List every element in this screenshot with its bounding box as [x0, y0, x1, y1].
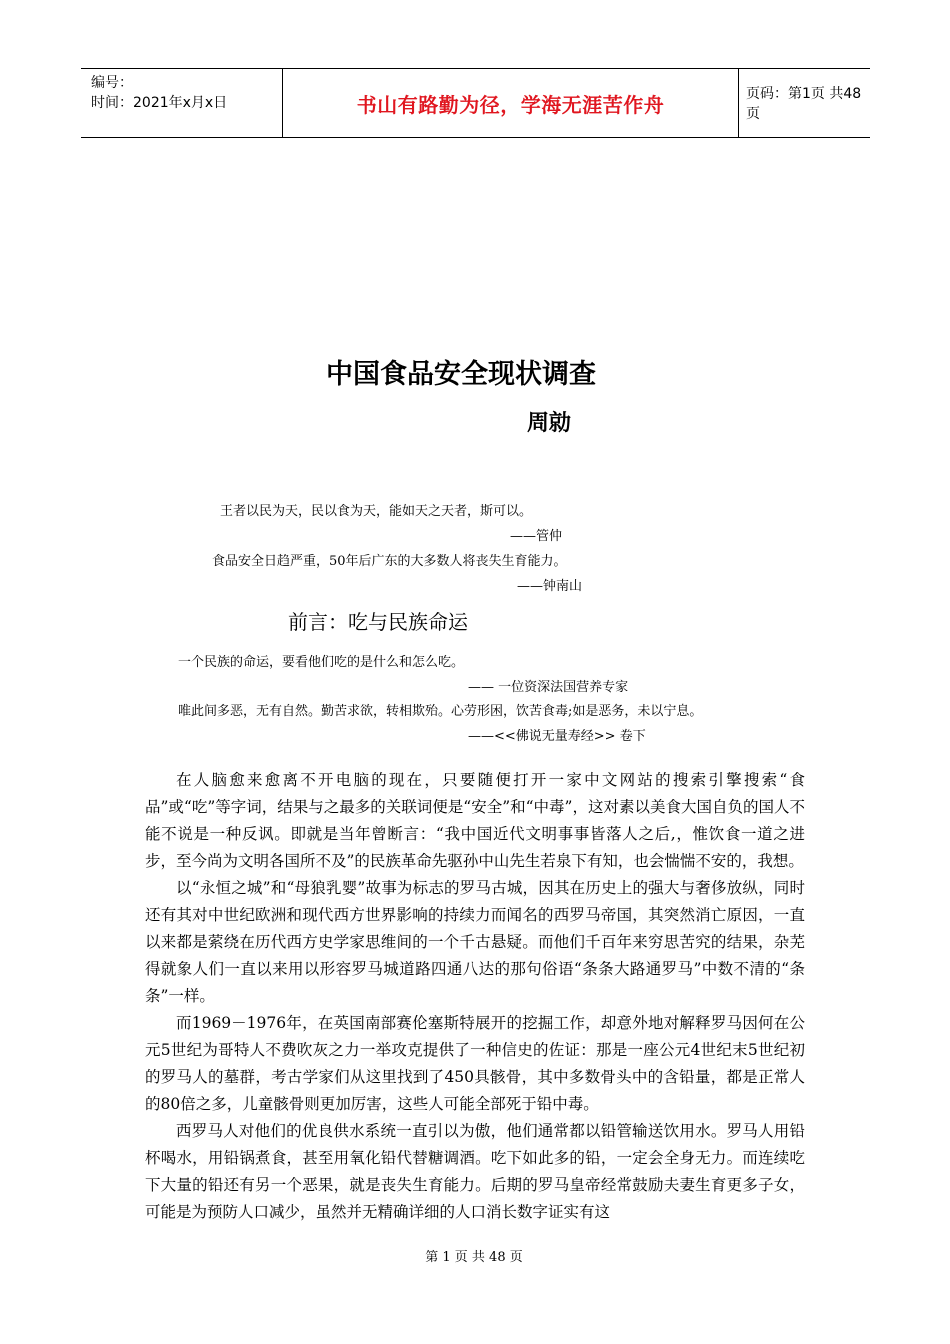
preface-quote-text: 唯此间多恶，无有自然。勤苦求欲，转相欺殆。心劳形困，饮苦食毒;如是恶务，未以宁息。 — [178, 704, 703, 719]
body-text — [145, 767, 805, 1226]
header-page-info: 页码：第1页 共48页 — [746, 86, 862, 122]
document-time-label: 时间：2021年x月x日 — [91, 95, 228, 111]
epigraph-text: 王者以民为天，民以食为天，能如天之天者，斯可以。 — [220, 504, 533, 519]
preface-heading: 前言：吃与民族命运 — [288, 610, 468, 634]
document-title: 中国食品安全现状调查 — [326, 359, 596, 390]
header-meta-cell — [81, 69, 282, 137]
page-footer: 第 1 页 共 48 页 — [425, 1250, 523, 1265]
body-paragraph: 以“永恒之城”和“母狼乳婴”故事为标志的罗马古城，因其在历史上的强大与奢侈放纵，同时还有其对中世纪欧洲和现代西方世界影响的持续力而闻名的西罗马帝国，其突然消亡原因，一直以来都是萦绕在历代西方史学家思维间的一个千古悬疑。而他们千百年来穷思苦究的结果，杂芜得就象人们一直以来用以形容罗马城道路四通八达的那句俗语“条条大路通罗马”中数不清的“条条”一样。 — [145, 879, 805, 1005]
document-author: 周勍 — [527, 411, 572, 436]
epigraph-text: 食品安全日趋严重，50年后广东的大多数人将丧失生育能力。 — [212, 554, 567, 569]
page-header — [81, 68, 870, 138]
header-motto-cell — [282, 69, 739, 137]
header-page-cell — [738, 69, 870, 137]
document-number-label: 编号： — [91, 75, 133, 91]
preface-quote-text: 一个民族的命运，要看他们吃的是什么和怎么吃。 — [178, 655, 465, 670]
body-paragraph: 西罗马人对他们的优良供水系统一直引以为傲，他们通常都以铅管输送饮用水。罗马人用铅杯喝水，用铅锅煮食，甚至用氧化铅代替糖调酒。吃下如此多的铅，一定会全身无力。而连续吃下大量的铅还有另一个恶果，就是丧失生育能力。后期的罗马皇帝经常鼓励夫妻生育更多子女，可能是为预防人口减少，虽然并无精确详细的人口消长数字证实有这 — [145, 1122, 805, 1221]
body-paragraph: 在人脑愈来愈离不开电脑的现在，只要随便打开一家中文网站的搜索引擎搜索“食品”或“吃”等字词，结果与之最多的关联词便是“安全”和“中毒”，这对素以美食大国自负的国人不能不说是一种反讽。即就是当年曾断言：“我中国近代文明事事皆落人之后,，惟饮食一道之进步，至今尚为文明各国所不及”的民族革命先驱孙中山先生若泉下有知，也会惴惴不安的，我想。 — [145, 771, 805, 870]
preface-quote-source: —— 一位资深法国营养专家 — [468, 680, 629, 695]
epigraph-source: ——管仲 — [510, 529, 563, 544]
epigraph-source: ——钟南山 — [517, 579, 583, 594]
body-paragraph: 而1969－1976年，在英国南部赛伦塞斯特展开的挖掘工作，却意外地对解释罗马因何在公元5世纪为哥特人不费吹灰之力一举攻克提供了一种信史的佐证：那是一座公元4世纪末5世纪初的罗马人的墓群，考古学家们从这里找到了450具骸骨，其中多数骨头中的含铅量，都是正常人的80倍之多，儿童骸骨则更加厉害，这些人可能全部死于铅中毒。 — [145, 1014, 805, 1113]
header-motto: 书山有路勤为径，学海无涯苦作舟 — [356, 92, 665, 117]
preface-quote-source: ——<<佛说无量寿经>> 卷下 — [468, 729, 646, 744]
